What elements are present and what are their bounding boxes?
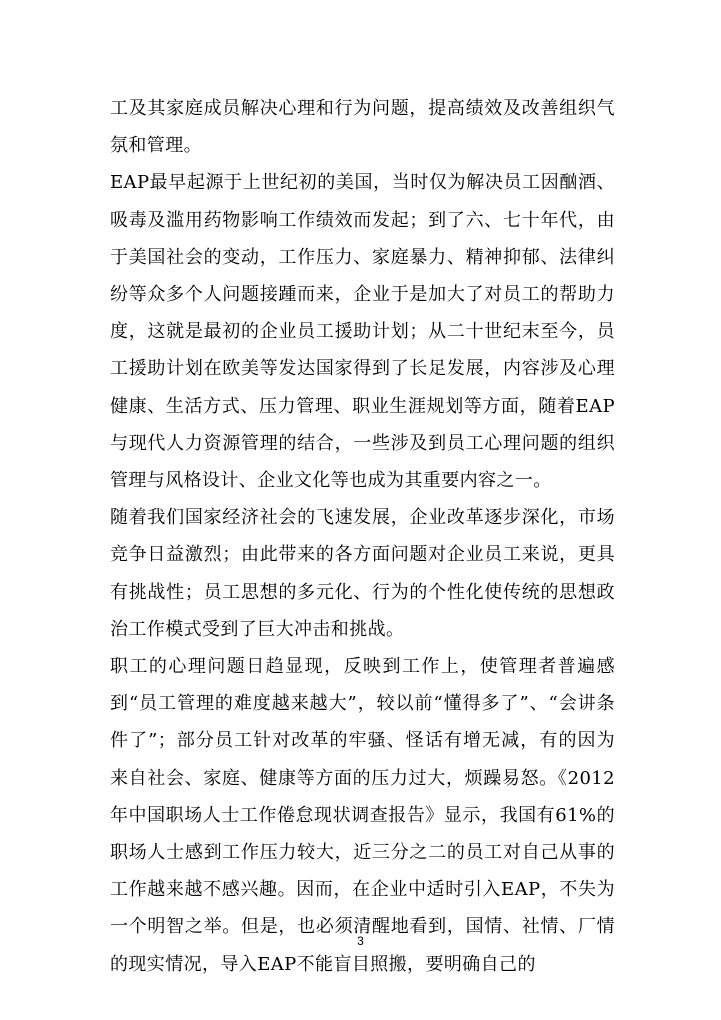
paragraph-3: 随着我们国家经济社会的飞速发展，企业改革逐步深化，市场竞争日益激烈；由此带来的各方面问题对企业员工来说，更具有挑战性；员工思想的多元化、行为的个性化使传统的思想政治工作模式受到了巨大冲击和挑战。 — [110, 507, 615, 640]
paragraph-4: 职工的心理问题日趋显现，反映到工作上，使管理者普遍感到“员工管理的难度越来越大”，较以前“懂得多了”、“会讲条件了”；部分员工针对改革的牢骚、怪话有增无减，有的因为来自社会、家庭、健康等方面的压力过大，烦躁易怒。《2012年中国职场人士工作倦怠现状调查报告》显示，我国有61%的职场人士感到工作压力较大，近三分之二的员工对自己从事的工作越来越不感兴趣。因而，在企业中适时引入EAP，不失为一个明智之举。但是，也必须清醒地看到，国情、社情、厂情的现实情况，导入EAP不能盲目照搬，要明确自己的 — [110, 656, 615, 975]
paragraph-1: 工及其家庭成员解决心理和行为问题，提高绩效及改善组织气氛和管理。 — [110, 98, 615, 157]
paragraph-2: EAP最早起源于上世纪初的美国，当时仅为解决员工因酗酒、吸毒及滥用药物影响工作绩效而发起；到了六、七十年代，由于美国社会的变动，工作压力、家庭暴力、精神抑郁、法律纠纷等众多个人问题接踵而来，企业于是加大了对员工的帮助力度，这就是最初的企业员工援助计划；从二十世纪末至今，员工援助计划在欧美等发达国家得到了长足发展，内容涉及心理健康、生活方式、压力管理、职业生涯规划等方面，随着EAP与现代人力资源管理的结合，一些涉及到员工心理问题的组织管理与风格设计、企业文化等也成为其重要内容之一。 — [110, 172, 615, 492]
body-text — [110, 90, 615, 983]
page-number: 3 — [357, 934, 364, 948]
